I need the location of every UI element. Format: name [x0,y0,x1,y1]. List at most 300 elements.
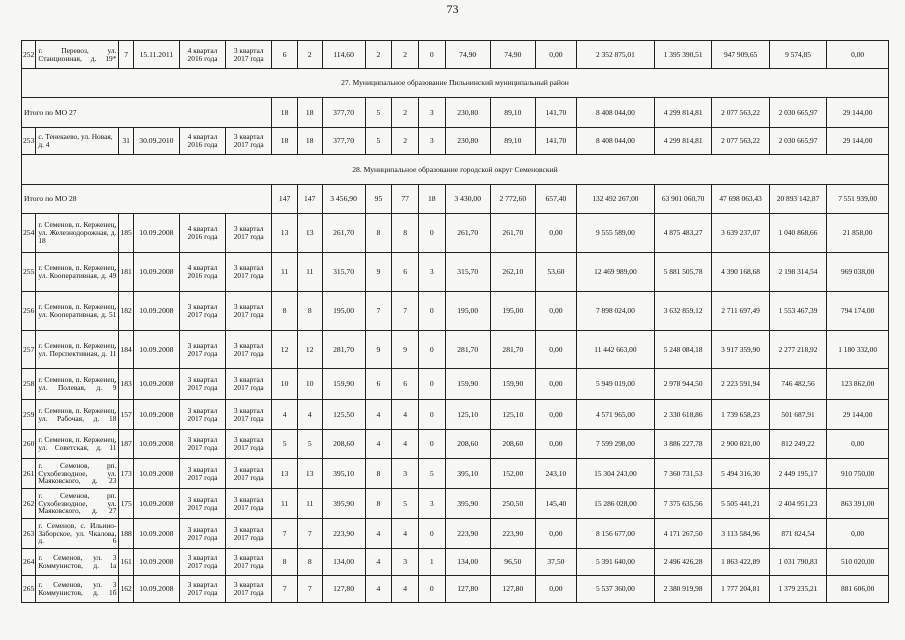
table-cell: 74,90 [490,41,535,69]
registry-number: 183 [119,369,133,400]
planned-start-quarter: 4 квартал 2016 года [179,253,225,292]
table-cell: 2 404 951,23 [769,489,826,519]
table-cell: 3 639 237,07 [712,214,769,253]
recognition-date: 15.11.2011 [133,41,179,69]
table-cell: 4 [365,400,392,430]
total-cell: 132 492 267,00 [576,185,654,214]
total-cell: 89,10 [490,98,535,128]
table-cell: 9 [365,331,392,369]
table-cell: 4 [365,549,392,576]
table-cell: 377,70 [322,128,365,155]
table-cell: 315,70 [322,253,365,292]
total-cell: 95 [365,185,392,214]
table-cell: 123 862,00 [827,369,889,400]
planned-start-quarter: 3 квартал 2017 года [179,519,225,549]
table-cell: 0,00 [827,519,889,549]
table-cell: 863 391,00 [827,489,889,519]
table-cell: 1 [418,549,445,576]
table-cell: 395,90 [445,489,490,519]
section-title: 28. Муниципальное образование городской округ Семеновский [22,155,889,185]
address: г. Семенов, п. Керженец, ул. Советская, д. 11 [36,430,119,459]
table-cell: 261,70 [445,214,490,253]
table-cell: 2 449 195,17 [769,459,826,489]
table-cell: 1 395 390,51 [654,41,711,69]
table-cell: 127,80 [322,576,365,603]
table-cell: 5 391 640,00 [576,549,654,576]
recognition-date: 10.09.2008 [133,253,179,292]
table-cell: 11 [297,489,322,519]
table-cell: 4 875 483,27 [654,214,711,253]
table-row [22,253,889,292]
recognition-date: 10.09.2008 [133,430,179,459]
table-cell: 4 [392,519,419,549]
registry-number: 182 [119,292,133,331]
recognition-date: 10.09.2008 [133,400,179,430]
table-cell: 5 [272,430,298,459]
table-cell: 9 555 589,00 [576,214,654,253]
total-cell: 18 [418,185,445,214]
table-cell: 2 711 697,49 [712,292,769,331]
table-cell: 3 [418,489,445,519]
total-cell: 7 551 939,00 [827,185,889,214]
address: г. Семенов, п. Керженец, ул. Кооперативная, д. 49 [36,253,119,292]
planned-end-quarter: 3 квартал 2017 года [226,549,272,576]
table-row [22,292,889,331]
total-label: Итого по МО 28 [22,185,272,214]
table-cell: 141,70 [535,128,576,155]
table-cell: 10 [297,369,322,400]
address: г. Семенов, п. Керженец, ул. Кооперативная, д. 51 [36,292,119,331]
section-title: 27. Муниципальное образование Пильнинский муниципальный район [22,69,889,98]
table-cell: 2 978 944,50 [654,369,711,400]
table-cell: 4 [365,430,392,459]
planned-end-quarter: 3 квартал 2017 года [226,519,272,549]
table-cell: 6 [392,369,419,400]
table-cell: 159,90 [445,369,490,400]
table-cell: 8 156 677,00 [576,519,654,549]
table-cell: 3 [418,253,445,292]
table-cell: 2 277 218,92 [769,331,826,369]
table-cell: 127,80 [445,576,490,603]
table-cell: 395,10 [445,459,490,489]
table-cell: 3 917 359,90 [712,331,769,369]
table-cell: 1 031 790,83 [769,549,826,576]
total-cell: 2 030 665,97 [769,98,826,128]
table-cell: 8 [297,549,322,576]
table-cell: 969 038,00 [827,253,889,292]
total-cell: 2 772,60 [490,185,535,214]
total-label: Итого по МО 27 [22,98,272,128]
row-number: 260 [22,430,36,459]
table-cell: 0 [418,331,445,369]
row-number: 259 [22,400,36,430]
table-cell: 2 496 426,28 [654,549,711,576]
total-cell: 147 [297,185,322,214]
table-cell: 18 [297,128,322,155]
planned-start-quarter: 4 квартал 2016 года [179,41,225,69]
registry-number: 175 [119,489,133,519]
planned-end-quarter: 3 квартал 2017 года [226,430,272,459]
table-cell: 8 [272,292,298,331]
address: г. Семенов, п. Керженец, ул. Рабочая, д. 18 [36,400,119,430]
table-cell: 114,60 [322,41,365,69]
table-cell: 7 [392,292,419,331]
table-cell: 4 [392,400,419,430]
table-cell: 0 [418,400,445,430]
table-cell: 947 909,65 [712,41,769,69]
table-cell: 21 858,00 [827,214,889,253]
address: с. Тенекаево, ул. Новая, д. 4 [36,128,119,155]
table-cell: 0,00 [535,41,576,69]
total-cell: 77 [392,185,419,214]
table-cell: 13 [297,459,322,489]
table-cell: 223,90 [490,519,535,549]
table-cell: 12 [297,331,322,369]
total-cell: 147 [272,185,298,214]
table-cell: 7 599 298,00 [576,430,654,459]
planned-start-quarter: 3 квартал 2017 года [179,400,225,430]
table-cell: 7 898 024,00 [576,292,654,331]
table-cell: 2 198 314,54 [769,253,826,292]
table-cell: 5 248 084,18 [654,331,711,369]
table-cell: 0,00 [535,519,576,549]
table-cell: 8 [297,292,322,331]
table-cell: 134,00 [445,549,490,576]
table-cell: 1 379 235,21 [769,576,826,603]
recognition-date: 10.09.2008 [133,331,179,369]
planned-end-quarter: 3 квартал 2017 года [226,489,272,519]
total-cell: 8 408 044,00 [576,98,654,128]
registry-number: 188 [119,519,133,549]
table-cell: 223,90 [445,519,490,549]
recognition-date: 10.09.2008 [133,292,179,331]
table-cell: 7 [297,576,322,603]
planned-end-quarter: 3 квартал 2017 года [226,292,272,331]
table-cell: 6 [365,369,392,400]
table-cell: 208,60 [490,430,535,459]
total-cell: 4 299 814,81 [654,98,711,128]
table-cell: 2 [392,41,419,69]
table-cell: 5 881 505,78 [654,253,711,292]
table-cell: 208,60 [322,430,365,459]
table-cell: 812 249,22 [769,430,826,459]
row-number: 257 [22,331,36,369]
table-cell: 0,00 [535,430,576,459]
table-cell: 910 750,00 [827,459,889,489]
table-cell: 501 687,91 [769,400,826,430]
table-cell: 395,90 [322,489,365,519]
table-cell: 8 [365,214,392,253]
address: г. Семенов, п. Керженец, ул. Железнодорожная, д. 18 [36,214,119,253]
table-cell: 281,70 [322,331,365,369]
table-cell: 0 [418,519,445,549]
table-cell: 5 537 360,00 [576,576,654,603]
housing-program-table [21,40,889,603]
planned-start-quarter: 3 квартал 2017 года [179,549,225,576]
table-cell: 37,50 [535,549,576,576]
table-cell: 159,90 [490,369,535,400]
table-row [22,214,889,253]
table-cell: 2 352 875,01 [576,41,654,69]
row-number: 265 [22,576,36,603]
address: г. Семенов, ул. 3 Коммунистов, д. 1а [36,549,119,576]
recognition-date: 10.09.2008 [133,576,179,603]
table-cell: 1 040 868,66 [769,214,826,253]
table-cell: 4 299 814,81 [654,128,711,155]
total-cell: 18 [297,98,322,128]
table-cell: 0,00 [827,41,889,69]
table-cell: 5 949 019,00 [576,369,654,400]
table-cell: 6 [272,41,298,69]
table-cell: 1 739 658,23 [712,400,769,430]
table-cell: 2 330 618,86 [654,400,711,430]
table-cell: 0 [418,576,445,603]
table-cell: 11 [297,253,322,292]
registry-number: 185 [119,214,133,253]
table-row [22,400,889,430]
table-cell: 195,00 [322,292,365,331]
table-cell: 1 777 204,81 [712,576,769,603]
registry-number: 184 [119,331,133,369]
table-cell: 250,50 [490,489,535,519]
table-cell: 7 360 731,53 [654,459,711,489]
recognition-date: 10.09.2008 [133,459,179,489]
address: г. Семенов, рп. Сухобезводное, ул. Маяковского, д. 27 [36,489,119,519]
table-cell: 2 [365,41,392,69]
table-cell: 1 180 332,00 [827,331,889,369]
table-cell: 11 442 663,00 [576,331,654,369]
table-cell: 1 863 422,89 [712,549,769,576]
table-cell: 0,00 [535,576,576,603]
table-cell: 2 030 665,97 [769,128,826,155]
row-number: 255 [22,253,36,292]
table-cell: 871 824,54 [769,519,826,549]
table-cell: 9 [365,253,392,292]
registry-number: 7 [119,41,133,69]
table-cell: 261,70 [490,214,535,253]
table-cell: 4 [365,519,392,549]
planned-start-quarter: 4 квартал 2016 года [179,128,225,155]
planned-start-quarter: 3 квартал 2017 года [179,489,225,519]
table-cell: 4 171 267,50 [654,519,711,549]
total-cell: 2 [392,98,419,128]
table-cell: 89,10 [490,128,535,155]
address: г. Перевоз, ул. Станционная, д. 19* [36,41,119,69]
table-cell: 0,00 [535,214,576,253]
table-cell: 145,40 [535,489,576,519]
address: г. Семенов, рп. Сухобезводное, ул. Маяковского, д. 23 [36,459,119,489]
table-cell: 5 494 316,30 [712,459,769,489]
table-cell: 5 [418,459,445,489]
table-cell: 7 [297,519,322,549]
planned-start-quarter: 3 квартал 2017 года [179,576,225,603]
planned-start-quarter: 3 квартал 2017 года [179,369,225,400]
table-cell: 125,50 [322,400,365,430]
recognition-date: 10.09.2008 [133,369,179,400]
table-cell: 13 [297,214,322,253]
table-cell: 0,00 [535,331,576,369]
table-cell: 134,00 [322,549,365,576]
table-cell: 13 [272,214,298,253]
table-cell: 15 286 028,00 [576,489,654,519]
planned-end-quarter: 3 квартал 2017 года [226,459,272,489]
row-number: 263 [22,519,36,549]
table-cell: 8 [392,214,419,253]
table-cell: 195,00 [490,292,535,331]
table-cell: 7 [272,519,298,549]
table-cell: 0 [418,292,445,331]
total-cell: 29 144,00 [827,98,889,128]
row-number: 252 [22,41,36,69]
planned-start-quarter: 3 квартал 2017 года [179,292,225,331]
total-cell: 377,70 [322,98,365,128]
table-cell: 152,00 [490,459,535,489]
table-row [22,489,889,519]
registry-number: 161 [119,549,133,576]
row-number: 264 [22,549,36,576]
table-row [22,549,889,576]
registry-number: 173 [119,459,133,489]
table-row [22,430,889,459]
table-cell: 223,90 [322,519,365,549]
planned-end-quarter: 3 квартал 2017 года [226,214,272,253]
total-cell: 657,40 [535,185,576,214]
table-cell: 0 [418,430,445,459]
table-cell: 2 223 591,94 [712,369,769,400]
table-cell: 29 144,00 [827,400,889,430]
table-cell: 7 [272,576,298,603]
table-cell: 4 [365,576,392,603]
table-cell: 18 [272,128,298,155]
table-cell: 4 571 965,00 [576,400,654,430]
table-cell: 12 469 989,00 [576,253,654,292]
recognition-date: 10.09.2008 [133,549,179,576]
table-cell: 74,90 [445,41,490,69]
table-cell: 0,00 [535,369,576,400]
table-cell: 281,70 [445,331,490,369]
total-cell: 141,70 [535,98,576,128]
planned-start-quarter: 4 квартал 2016 года [179,214,225,253]
row-number: 262 [22,489,36,519]
address: г. Семенов, с. Ильино-Заборское, ул. Чкалова, д. 6 [36,519,119,549]
table-cell: 4 [392,430,419,459]
total-cell: 47 698 063,43 [712,185,769,214]
table-row [22,331,889,369]
table-cell: 9 [392,331,419,369]
table-cell: 0 [418,214,445,253]
table-cell: 53,60 [535,253,576,292]
table-cell: 4 [297,400,322,430]
planned-start-quarter: 3 квартал 2017 года [179,459,225,489]
row-number: 261 [22,459,36,489]
table-cell: 5 [392,489,419,519]
table-cell: 315,70 [445,253,490,292]
table-cell: 261,70 [322,214,365,253]
table-cell: 29 144,00 [827,128,889,155]
table-cell: 2 380 919,98 [654,576,711,603]
section-total-row [22,98,889,128]
table-row [22,576,889,603]
row-number: 253 [22,128,36,155]
planned-end-quarter: 3 квартал 2017 года [226,41,272,69]
table-cell: 8 [365,459,392,489]
planned-end-quarter: 3 квартал 2017 года [226,128,272,155]
table-cell: 0 [418,41,445,69]
table-cell: 10 [272,369,298,400]
table-cell: 230,80 [445,128,490,155]
registry-number: 187 [119,430,133,459]
table-cell: 2 [297,41,322,69]
table-row [22,128,889,155]
table-cell: 281,70 [490,331,535,369]
recognition-date: 10.09.2008 [133,519,179,549]
total-cell: 63 901 060,70 [654,185,711,214]
table-cell: 208,60 [445,430,490,459]
total-cell: 20 893 142,87 [769,185,826,214]
table-cell: 1 553 467,39 [769,292,826,331]
table-cell: 125,10 [445,400,490,430]
total-cell: 3 430,00 [445,185,490,214]
section-header-row [22,69,889,98]
registry-number: 157 [119,400,133,430]
row-number: 256 [22,292,36,331]
table-cell: 4 390 168,68 [712,253,769,292]
table-cell: 96,50 [490,549,535,576]
registry-number: 31 [119,128,133,155]
table-cell: 0,00 [827,430,889,459]
table-cell: 159,90 [322,369,365,400]
table-cell: 3 [392,549,419,576]
table-cell: 746 482,56 [769,369,826,400]
table-cell: 2 077 563,22 [712,128,769,155]
table-cell: 3 113 584,96 [712,519,769,549]
row-number: 254 [22,214,36,253]
table-cell: 5 505 441,21 [712,489,769,519]
table-cell: 195,00 [445,292,490,331]
table-cell: 8 [365,489,392,519]
address: г. Семенов, ул. 3 Коммунистов, д. 1б [36,576,119,603]
table-cell: 395,10 [322,459,365,489]
table-cell: 0 [418,369,445,400]
recognition-date: 10.09.2008 [133,214,179,253]
address: г. Семенов, п. Керженец, ул. Перспективная, д. 11 [36,331,119,369]
planned-end-quarter: 3 квартал 2017 года [226,253,272,292]
table-cell: 3 [418,128,445,155]
table-cell: 510 020,00 [827,549,889,576]
planned-start-quarter: 3 квартал 2017 года [179,331,225,369]
total-cell: 2 077 563,22 [712,98,769,128]
table-cell: 2 900 821,00 [712,430,769,459]
planned-end-quarter: 3 квартал 2017 года [226,400,272,430]
total-cell: 5 [365,98,392,128]
table-cell: 262,10 [490,253,535,292]
address: г. Семенов, п. Керженец, ул. Полевая, д. 9 [36,369,119,400]
table-cell: 127,80 [490,576,535,603]
table-cell: 881 606,00 [827,576,889,603]
planned-start-quarter: 3 квартал 2017 года [179,430,225,459]
recognition-date: 30.09.2010 [133,128,179,155]
table-cell: 5 [365,128,392,155]
table-cell: 4 [392,576,419,603]
table-cell: 8 408 044,00 [576,128,654,155]
row-number: 258 [22,369,36,400]
table-cell: 12 [272,331,298,369]
table-cell: 243,10 [535,459,576,489]
table-cell: 6 [392,253,419,292]
table-cell: 0,00 [535,292,576,331]
total-cell: 230,80 [445,98,490,128]
table-cell: 0,00 [535,400,576,430]
